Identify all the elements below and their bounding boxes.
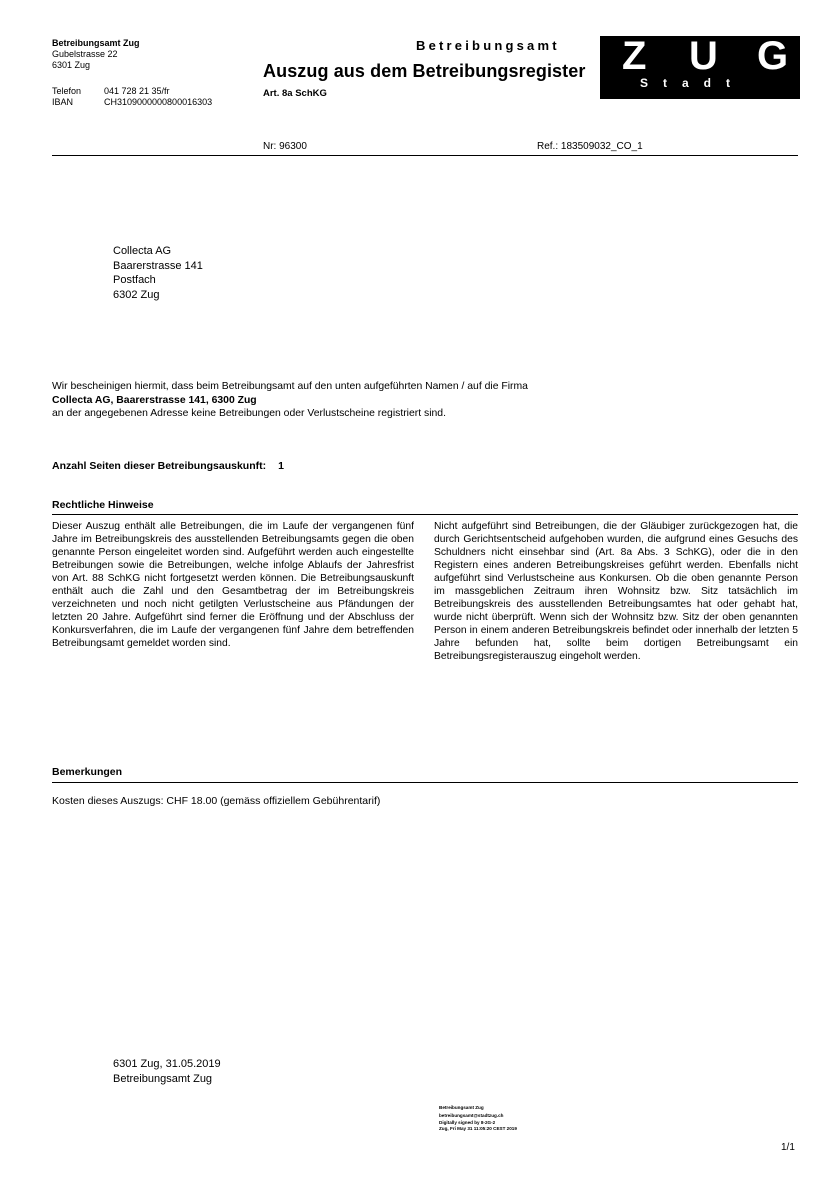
office-street: Gubelstrasse 22 xyxy=(52,49,118,59)
page-count-label: Anzahl Seiten dieser Betreibungsauskunft: xyxy=(52,460,267,472)
document-title: Auszug aus dem Betreibungsregister xyxy=(263,61,586,81)
page-count-value: 1 xyxy=(278,460,284,472)
page-number: 1/1 xyxy=(781,1142,795,1153)
recipient-line: Baarerstrasse 141 xyxy=(113,259,203,272)
digital-signature-line: Zug, Fri May 31 11:05:20 CEST 2019 xyxy=(439,1125,517,1131)
page-count xyxy=(52,460,284,472)
header-office-name: Betreibungsamt xyxy=(416,38,560,53)
legal-notes-left-column: Dieser Auszug enthält alle Betreibungen, die im Laufe der vergangenen fünf Jahre im Betreibungskreis des ausstellenden Betreibungsamts gegen die oben genannte Person eingeleitet worden sind. Aufgeführt werden auch eingestellte Betreibungen sowie die Betreibungen, welche infolge Ablaufs der Jahresfrist von Art. 88 SchKG nicht fortgesetzt werden können. Die Betreibungsauskunft enthält auch die Zahl und den Gesamtbetrag der im Betreibungskreis verzeichneten und noch nicht getilgten Verlustscheine aus Pfändungen der letzten 20 Jahre. Aufgeführt sind ferner die Eröffnung und der Abschluss der Konkursverfahren, die im Laufe der vergangenen fünf Jahre dem betreffenden Betreibungsamt gemeldet worden sind. xyxy=(52,521,414,650)
logo-letter-z: Z xyxy=(622,34,647,78)
logo-subtitle: Stadt xyxy=(640,76,745,90)
header-divider xyxy=(52,155,798,156)
document-number-value: 96300 xyxy=(279,141,307,152)
remarks-divider xyxy=(52,782,798,783)
legal-notes-right-column: Nicht aufgeführt sind Betreibungen, die der Gläubiger zurückgezogen hat, die durch Gerichtsentscheid aufgehoben wurden, die aufgrund eines Gesuchs des Schuldners nicht einsehbar sind (Art. 8a Abs. 3 SchKG), oder die in den Registern eines anderen Betreibungskreises geführt werden. Ebenfalls nicht aufgeführt sind Verlustscheine aus Konkursen. Ob die oben genannte Person im massgeblichen Zeitraum ihren Wohnsitz bzw. Sitz tatsächlich im Betreibungskreis des ausstellenden Betreibungsamtes hat oder gehabt hat, wurde nicht überprüft. Wenn sich der Wohnsitz bzw. Sitz der oben genannten Person in einem anderen Betreibungskreis befindet oder innerhalb der letzten 5 Jahre befunden hat, sollte beim dortigen Betreibungsamt ein Betreibungsregisterauszug eingeholt werden. xyxy=(434,521,798,663)
recipient-address xyxy=(113,244,203,302)
certification-intro: Wir bescheinigen hiermit, dass beim Betreibungsamt auf den unten aufgeführten Namen / auf die Firma xyxy=(52,381,528,392)
remarks-heading: Bemerkungen xyxy=(52,766,123,778)
document-article: Art. 8a SchKG xyxy=(263,88,327,99)
recipient-line: 6302 Zug xyxy=(113,288,160,301)
signature-place-date: 6301 Zug, 31.05.2019 xyxy=(113,1058,221,1070)
digital-signature-line: Digitally signed by 8-2G-2 xyxy=(439,1120,496,1125)
office-city: 6301 Zug xyxy=(52,60,91,70)
document-number xyxy=(263,141,307,152)
remarks-text: Kosten dieses Auszugs: CHF 18.00 (gemäss offiziellem Gebührentarif) xyxy=(52,795,381,807)
iban-label: IBAN xyxy=(52,97,74,107)
phone-number: 041 728 21 35/fr xyxy=(104,86,170,96)
legal-notes-divider xyxy=(52,514,798,515)
recipient-line: Collecta AG xyxy=(113,245,172,257)
document-reference xyxy=(537,141,643,152)
certification-subject: Collecta AG, Baarerstrasse 141, 6300 Zug xyxy=(52,394,257,406)
certification-text xyxy=(52,380,798,421)
recipient-line: Postfach xyxy=(113,274,156,286)
iban-number: CH3109000000800016303 xyxy=(104,97,213,107)
document-reference-value: 183509032_CO_1 xyxy=(560,141,643,152)
digital-signature-line: Betreibungsamt Zug xyxy=(439,1105,484,1110)
logo-letter-g: G xyxy=(757,34,789,78)
phone-row xyxy=(52,86,170,97)
phone-label: Telefon xyxy=(52,86,82,96)
certification-outro: an der angegebenen Adresse keine Betreibungen oder Verlustscheine registriert sind. xyxy=(52,408,446,419)
signature-block xyxy=(113,1057,221,1087)
digital-signature xyxy=(439,1104,517,1131)
legal-notes-heading: Rechtliche Hinweise xyxy=(52,499,154,511)
logo-letter-u: U xyxy=(689,34,718,78)
document-reference-label: Ref.: xyxy=(537,141,559,152)
iban-row xyxy=(52,97,212,108)
document-number-label: Nr: xyxy=(263,141,277,152)
zug-city-logo xyxy=(600,36,800,99)
digital-signature-line: betreibungsamt@stadtzug.ch xyxy=(439,1112,504,1118)
signature-office: Betreibungsamt Zug xyxy=(113,1073,213,1085)
office-name: Betreibungsamt Zug xyxy=(52,38,140,48)
